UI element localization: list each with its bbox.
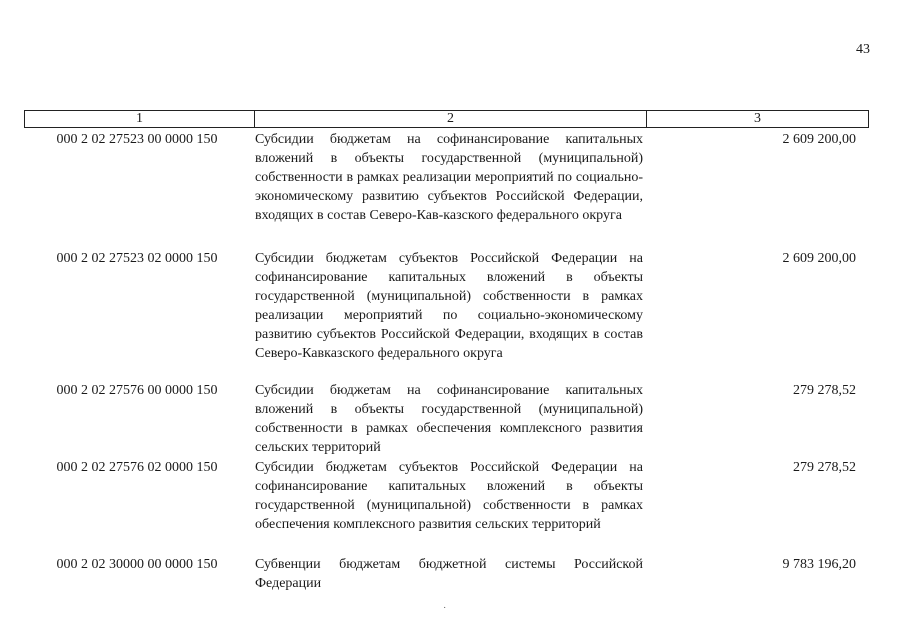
row-amount: 2 609 200,00: [782, 251, 856, 266]
table-header: [24, 110, 869, 128]
budget-code: 000 2 02 27523 00 0000 150: [56, 132, 218, 147]
budget-code: 000 2 02 27576 00 0000 150: [56, 383, 218, 398]
row-description: Субсидии бюджетам на софинансирование капитальных вложений в объекты государственной (муниципальной) собственности в рамках обеспечения комплексного развития сельских территорий: [255, 383, 643, 455]
row-amount: 279 278,52: [793, 460, 856, 475]
row-amount: 279 278,52: [793, 383, 856, 398]
scan-speck: ˙: [443, 606, 447, 617]
column-header-3: 3: [754, 111, 761, 126]
row-amount: 2 609 200,00: [782, 132, 856, 147]
budget-code: 000 2 02 27523 02 0000 150: [56, 251, 218, 266]
row-description: Субсидии бюджетам на софинансирование капитальных вложений в объекты государственной (муниципальной) собственности в рамках реализации мероприятий по социально-экономическому развитию субъектов Российской Федерации, входящих в состав Северо-Кав-казского федерального округа: [255, 132, 643, 223]
budget-code: 000 2 02 27576 02 0000 150: [56, 460, 218, 475]
row-description: Субвенции бюджетам бюджетной системы Российской Федерации: [255, 557, 643, 591]
column-header-1: 1: [25, 111, 255, 127]
column-header-2: 2: [255, 111, 647, 127]
budget-code: 000 2 02 30000 00 0000 150: [56, 557, 218, 572]
page-number: 43: [856, 42, 870, 57]
row-description: Субсидии бюджетам субъектов Российской Федерации на софинансирование капитальных вложений в объекты государственной (муниципальной) собственности в рамках реализации мероприятий по социально-экономическому развитию субъектов Российской Федерации, входящих в состав Северо-Кавказского федерального округа: [255, 251, 643, 361]
row-description: Субсидии бюджетам субъектов Российской Федерации на софинансирование капитальных вложений в объекты государственной (муниципальной) собственности в рамках обеспечения комплексного развития сельских территорий: [255, 460, 643, 532]
row-amount: 9 783 196,20: [782, 557, 856, 572]
